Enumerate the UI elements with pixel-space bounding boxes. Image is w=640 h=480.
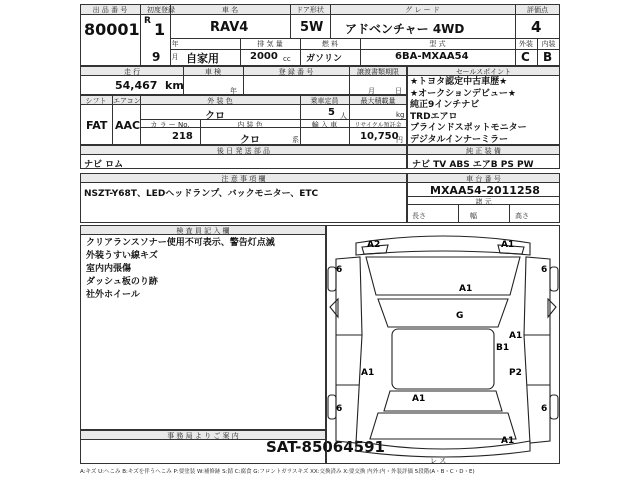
inspector-item: ダッシュ板のり跡 bbox=[86, 277, 158, 287]
length-label: 長さ bbox=[412, 212, 426, 220]
shift: FAT bbox=[86, 119, 108, 132]
inspector-list bbox=[86, 237, 275, 302]
transfer-label: 譲渡書類期限 bbox=[357, 68, 399, 76]
doors-label: ドア形状 bbox=[296, 6, 324, 14]
height-label: 高さ bbox=[515, 212, 529, 220]
use-type: 自家用 bbox=[186, 52, 219, 65]
transfer-day-label: 日 bbox=[395, 87, 402, 95]
grade: アドベンチャー 4WD bbox=[345, 22, 465, 36]
damage-mark: P2 bbox=[509, 368, 522, 378]
capacity-unit: 人 bbox=[340, 112, 347, 120]
color-no-label: カ ラ ー No. bbox=[150, 121, 190, 129]
damage-mark: A1 bbox=[501, 436, 515, 446]
month-unit: 月 bbox=[171, 53, 179, 61]
price-label: リサイクル預託金 bbox=[354, 122, 402, 129]
model-code-label: 型 式 bbox=[429, 40, 446, 48]
chassis: MXAA54-2011258 bbox=[430, 184, 540, 197]
reg-era: R bbox=[144, 16, 151, 26]
sales-point: ブラインドスポットモニター bbox=[410, 123, 527, 133]
damage-mark: A1 bbox=[509, 331, 523, 341]
damage-mark: A2 bbox=[367, 240, 381, 250]
price-unit: 円 bbox=[396, 136, 403, 144]
sales-point: 純正9インチナビ bbox=[410, 100, 480, 110]
grade-label: グ レ ー ド bbox=[405, 6, 440, 14]
notes-text: NSZT-Y68T、LEDヘッドランプ、バックモニター、ETC bbox=[84, 189, 319, 199]
fuel-label: 燃 料 bbox=[321, 40, 339, 48]
int-color-unit: 系 bbox=[292, 136, 299, 144]
tire-mark-front-left: 6 bbox=[336, 265, 343, 275]
color-no: 218 bbox=[172, 131, 193, 142]
sales-point: ★オークションデビュー★ bbox=[410, 88, 516, 99]
inspector-item: クリアランスソナー使用不可表示、警告灯点滅 bbox=[86, 238, 275, 248]
sales-points-list bbox=[410, 77, 527, 146]
max-load-label: 最大積載量 bbox=[360, 97, 396, 105]
equipment: ナビ ロム bbox=[84, 160, 124, 170]
damage-mark: A1 bbox=[361, 368, 375, 378]
displacement-label: 排 気 量 bbox=[257, 40, 283, 48]
mileage: 54,467 bbox=[115, 79, 158, 92]
office-label: 事 務 局 よ り ご 案 内 bbox=[167, 432, 239, 440]
displacement: 2000 bbox=[250, 51, 278, 62]
damage-mark: A1 bbox=[459, 284, 473, 294]
damage-mark: B1 bbox=[496, 343, 510, 353]
inspection-label: 車 検 bbox=[204, 68, 222, 76]
inspector-item: 社外ホイール bbox=[86, 290, 140, 300]
sales-point: ★トヨタ認定中古車歴★ bbox=[410, 77, 508, 87]
damage-mark: A1 bbox=[501, 240, 515, 250]
ext-color: クロ bbox=[205, 111, 225, 122]
displacement-unit: cc bbox=[283, 55, 291, 63]
transfer-month-label: 月 bbox=[368, 87, 375, 95]
ac-label: エアコン bbox=[113, 97, 141, 105]
score-label: 評価点 bbox=[527, 6, 548, 14]
dims-label: 諸 元 bbox=[475, 198, 492, 206]
reference-number: SAT-85064591 bbox=[266, 438, 385, 456]
score: 4 bbox=[531, 18, 542, 36]
inspector-item: 室内内張傷 bbox=[86, 264, 132, 274]
import-label: 輸 入 車 bbox=[311, 121, 338, 129]
ac: AAC bbox=[115, 119, 141, 132]
reg-month: 9 bbox=[152, 50, 161, 64]
inspection-year-label: 年 bbox=[230, 87, 237, 95]
legend: A:キズ U:へこみ B:キズを伴うへこみ P:要塗装 W:補修跡 S:錆 C:腐食 G:フロントガラスキズ XX:交換済み X:要交換 内外:内・外装評価 5段階(A・B・C・D・E) bbox=[80, 469, 475, 475]
year-unit: 年 bbox=[171, 40, 179, 48]
chassis-label: 車 台 番 号 bbox=[466, 175, 501, 183]
price: 10,750 bbox=[360, 131, 399, 142]
interior-grade: B bbox=[543, 50, 553, 64]
reg-no-label: 登 録 番 号 bbox=[278, 68, 314, 76]
capacity: 5 bbox=[328, 107, 335, 118]
lot-no: 80001 bbox=[84, 20, 140, 39]
damage-mark: A1 bbox=[412, 394, 426, 404]
interior-label: 内装 bbox=[541, 40, 556, 48]
fuel: ガソリン bbox=[306, 54, 343, 64]
car-diagram bbox=[326, 225, 560, 464]
damage-mark: G bbox=[456, 311, 464, 321]
model-code: 6BA-MXAA54 bbox=[395, 51, 469, 62]
car-name: RAV4 bbox=[210, 20, 249, 35]
int-color-label: 内 装 色 bbox=[237, 121, 263, 129]
doors: 5W bbox=[300, 20, 324, 35]
std-equipment-label: 純 正 装 備 bbox=[466, 147, 501, 155]
exterior-label: 外装 bbox=[519, 40, 533, 48]
tire-mark-rear-right: 6 bbox=[541, 404, 548, 414]
car-name-label: 車 名 bbox=[221, 6, 239, 14]
sales-points-label: セールスポイント bbox=[455, 68, 512, 76]
rear-label: レ ス bbox=[430, 457, 447, 465]
std-equipment: ナビ TV ABS エアB PS PW bbox=[412, 160, 534, 170]
reg-year: 1 bbox=[154, 20, 166, 39]
tire-mark-front-right: 6 bbox=[541, 265, 548, 275]
reg-year-label: 初度登録 bbox=[147, 6, 175, 14]
exterior-grade: C bbox=[521, 50, 530, 64]
ext-color-label: 外 装 色 bbox=[207, 97, 233, 105]
equipment-label: 後 日 発 送 部 品 bbox=[216, 147, 271, 155]
mileage-label: 走 行 bbox=[123, 68, 141, 76]
max-load-unit: kg bbox=[396, 111, 405, 119]
inspector-item: 外装うすい線キズ bbox=[86, 251, 158, 261]
capacity-label: 乗車定員 bbox=[310, 97, 339, 105]
inspector-label: 検 査 員 記 入 欄 bbox=[176, 227, 230, 235]
tire-mark-rear-left: 6 bbox=[336, 404, 343, 414]
lot-no-label: 出 品 番 号 bbox=[92, 6, 128, 14]
sales-point: デジタルインナーミラー bbox=[410, 134, 509, 145]
sales-point: TRDエアロ bbox=[410, 111, 458, 122]
width-label: 幅 bbox=[470, 212, 477, 220]
int-color: クロ bbox=[240, 135, 260, 146]
mileage-unit: km bbox=[165, 79, 184, 92]
notes-label: 注 意 事 項 欄 bbox=[221, 175, 266, 183]
shift-label: シフト bbox=[85, 97, 107, 105]
